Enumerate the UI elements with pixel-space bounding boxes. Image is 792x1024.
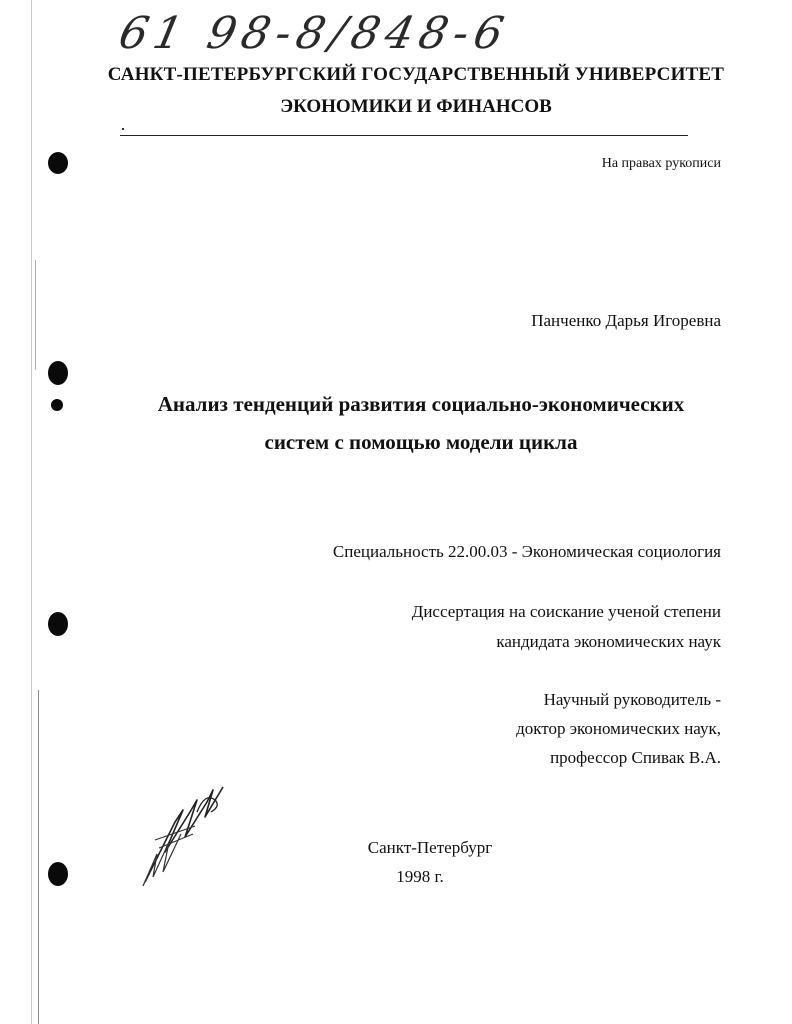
year: 1998 г.: [396, 867, 444, 886]
city: Санкт-Петербург: [367, 838, 493, 857]
supervisor-label: Научный руководитель -: [543, 690, 721, 709]
dissertation-title-line1: Анализ тенденций развития социально-экономических: [157, 392, 685, 416]
manuscript-rights-note: На правах рукописи: [601, 156, 721, 171]
specialty: Специальность 22.00.03 - Экономическая социология: [332, 542, 721, 561]
university-name-line2: ЭКОНОМИКИ И ФИНАНСОВ: [280, 96, 552, 117]
page-edge-shadow: [31, 0, 32, 1024]
binding-hole: [48, 612, 68, 636]
binding-hole: [48, 361, 68, 385]
supervisor-degree: доктор экономических наук,: [516, 719, 721, 738]
scan-speck: [122, 128, 124, 130]
header-divider: [120, 135, 688, 136]
handwritten-registry-number: 61 98-8/848-6: [114, 8, 514, 59]
university-name-line1: САНКТ-ПЕТЕРБУРГСКИЙ ГОСУДАРСТВЕННЫЙ УНИВЕРСИТЕТ: [107, 64, 725, 85]
dissertation-degree-line1: Диссертация на соискание ученой степени: [411, 602, 721, 621]
page-edge-shadow: [35, 260, 36, 370]
binding-hole: [48, 152, 68, 174]
author-name: Панченко Дарья Игоревна: [531, 311, 721, 330]
signature: [135, 782, 230, 890]
page-edge-shadow: [38, 690, 39, 1024]
dissertation-degree-line2: кандидата экономических наук: [496, 632, 721, 651]
binding-hole: [48, 862, 68, 886]
dissertation-title-line2: систем с помощью модели цикла: [264, 430, 578, 454]
supervisor-name: профессор Спивак В.А.: [550, 748, 721, 767]
